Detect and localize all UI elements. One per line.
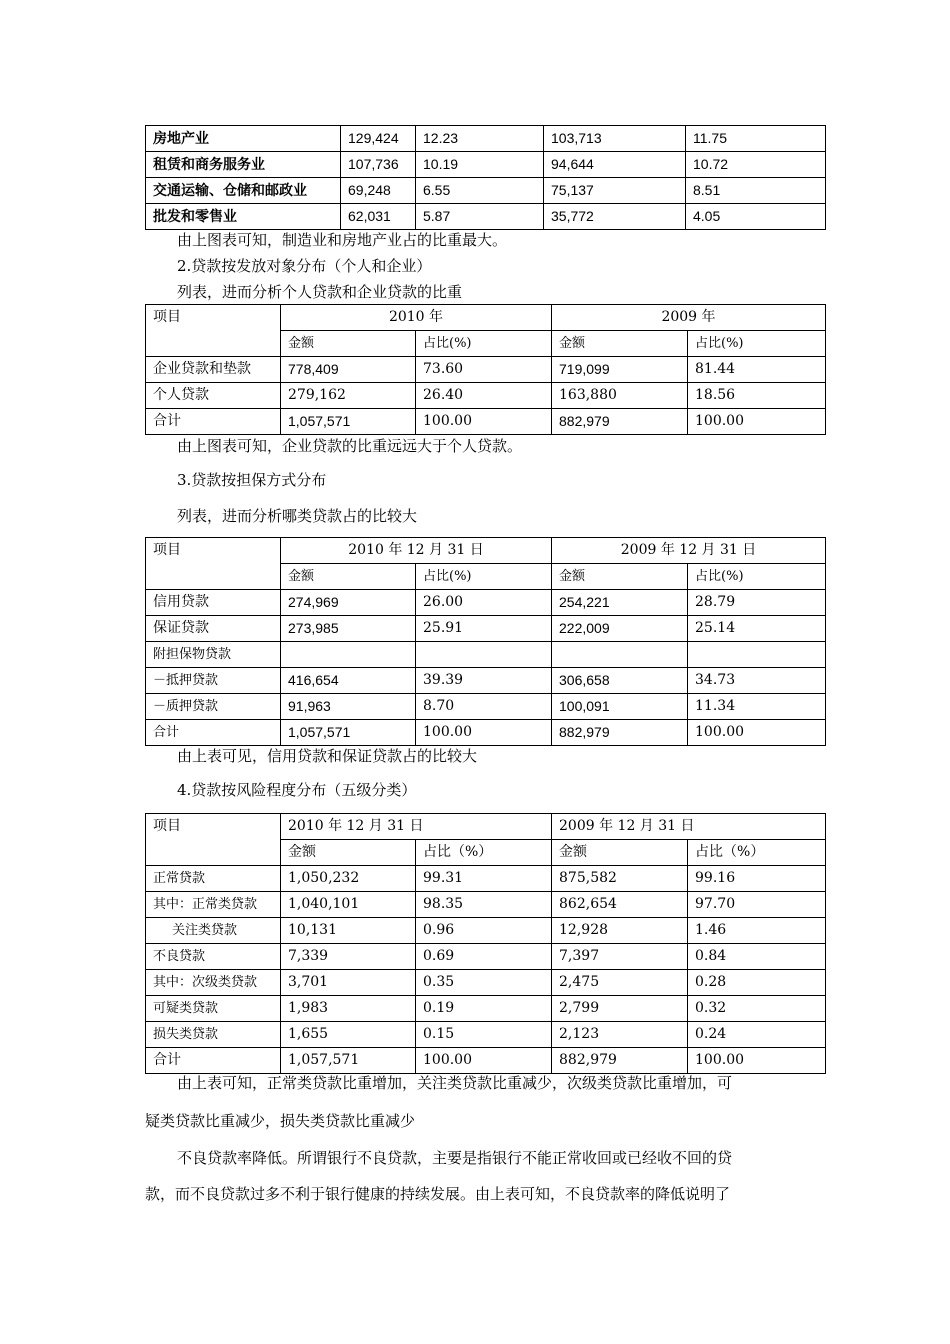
table-header-row: [146, 305, 826, 331]
header-year-2009: 2009 年 12 月 31 日: [552, 814, 826, 840]
amount-2010: 107,736: [341, 152, 416, 178]
amount-2010: 62,031: [341, 204, 416, 230]
table-row: [146, 918, 826, 944]
row-label: 可疑类贷款: [146, 996, 281, 1022]
amount-2009: 306,658: [552, 668, 688, 694]
table-row: [146, 944, 826, 970]
table-row: [146, 996, 826, 1022]
amount-2009: 35,772: [544, 204, 686, 230]
ratio-2010: 0.69: [416, 944, 552, 970]
ratio-2010: 6.55: [416, 178, 544, 204]
table-row: [146, 357, 826, 383]
amount-2009: 222,009: [552, 616, 688, 642]
ratio-2009: 100.00: [688, 1048, 826, 1074]
amount-2010: 1,655: [281, 1022, 416, 1048]
row-label: 其中：次级类贷款: [146, 970, 281, 996]
paragraph: 列表，进而分析哪类贷款占的比较大: [177, 507, 418, 525]
ratio-2010: 99.31: [416, 866, 552, 892]
amount-2009: 254,221: [552, 590, 688, 616]
ratio-2009: 8.51: [686, 178, 826, 204]
table-row: [146, 616, 826, 642]
ratio-2010: 73.60: [416, 357, 552, 383]
row-label: －抵押贷款: [146, 668, 281, 694]
amount-2009: 2,123: [552, 1022, 688, 1048]
ratio-2010: 98.35: [416, 892, 552, 918]
amount-2009: 103,713: [544, 126, 686, 152]
table-row: [146, 1048, 826, 1074]
amount-2010: 3,701: [281, 970, 416, 996]
header-ratio: 占比(%): [416, 564, 552, 590]
ratio-2009: [688, 642, 826, 668]
amount-2010: 1,040,101: [281, 892, 416, 918]
table-row: [146, 204, 826, 230]
table-row: [146, 668, 826, 694]
row-label: 信用贷款: [146, 590, 281, 616]
section-heading: 2.贷款按发放对象分布（个人和企业）: [177, 257, 432, 275]
ratio-2010: 5.87: [416, 204, 544, 230]
amount-2009: 163,880: [552, 383, 688, 409]
ratio-2009: 1.46: [688, 918, 826, 944]
ratio-2009: 81.44: [688, 357, 826, 383]
ratio-2010: 0.35: [416, 970, 552, 996]
table-row: [146, 720, 826, 746]
table-row: [146, 383, 826, 409]
ratio-2009: 0.24: [688, 1022, 826, 1048]
ratio-2009: 34.73: [688, 668, 826, 694]
amount-2010: 10,131: [281, 918, 416, 944]
ratio-2010: 0.15: [416, 1022, 552, 1048]
row-label: 其中：正常类贷款: [146, 892, 281, 918]
ratio-2009: 0.32: [688, 996, 826, 1022]
amount-2009: [552, 642, 688, 668]
table-header-row: [146, 538, 826, 564]
amount-2009: 2,799: [552, 996, 688, 1022]
amount-2009: 882,979: [552, 409, 688, 435]
ratio-2009: 99.16: [688, 866, 826, 892]
ratio-2009: 10.72: [686, 152, 826, 178]
industry-name: 房地产业: [146, 126, 341, 152]
ratio-2009: 97.70: [688, 892, 826, 918]
amount-2009: 2,475: [552, 970, 688, 996]
header-amount: 金额: [281, 840, 416, 866]
header-amount: 金额: [281, 564, 416, 590]
header-item: 项目: [146, 305, 281, 357]
amount-2010: 69,248: [341, 178, 416, 204]
header-amount: 金额: [552, 564, 688, 590]
ratio-2010: 12.23: [416, 126, 544, 152]
industry-name: 批发和零售业: [146, 204, 341, 230]
amount-2010: 129,424: [341, 126, 416, 152]
ratio-2010: 10.19: [416, 152, 544, 178]
table-row: [146, 970, 826, 996]
ratio-2009: 28.79: [688, 590, 826, 616]
ratio-2010: 0.96: [416, 918, 552, 944]
ratio-2010: 26.00: [416, 590, 552, 616]
row-label: 合计: [146, 720, 281, 746]
amount-2009: 94,644: [544, 152, 686, 178]
row-label: －质押贷款: [146, 694, 281, 720]
header-year-2009: 2009 年 12 月 31 日: [552, 538, 826, 564]
amount-2010: 273,985: [281, 616, 416, 642]
paragraph: 由上图表可知，制造业和房地产业占的比重最大。: [177, 231, 508, 249]
ratio-2010: 25.91: [416, 616, 552, 642]
paragraph: 由上表可见，信用贷款和保证贷款占的比较大: [177, 747, 478, 765]
amount-2010: 1,057,571: [281, 1048, 416, 1074]
paragraph: 列表，进而分析个人贷款和企业贷款的比重: [177, 283, 463, 301]
ratio-2010: [416, 642, 552, 668]
row-label: 附担保物贷款: [146, 642, 281, 668]
paragraph: 款，而不良贷款过多不利于银行健康的持续发展。由上表可知，不良贷款率的降低说明了: [145, 1185, 731, 1203]
table-row: [146, 866, 826, 892]
row-label: 关注类贷款: [146, 918, 281, 944]
row-label: 企业贷款和垫款: [146, 357, 281, 383]
header-amount: 金额: [281, 331, 416, 357]
header-item: 项目: [146, 538, 281, 590]
amount-2009: 100,091: [552, 694, 688, 720]
section-heading: 4.贷款按风险程度分布（五级分类）: [177, 781, 417, 799]
risk-classification-table: [145, 813, 826, 1074]
ratio-2009: 0.28: [688, 970, 826, 996]
industry-loan-table: [145, 125, 826, 230]
ratio-2010: 26.40: [416, 383, 552, 409]
table-row: [146, 126, 826, 152]
row-label: 不良贷款: [146, 944, 281, 970]
amount-2010: 7,339: [281, 944, 416, 970]
amount-2009: 75,137: [544, 178, 686, 204]
ratio-2010: 8.70: [416, 694, 552, 720]
row-label: 个人贷款: [146, 383, 281, 409]
row-label: 损失类贷款: [146, 1022, 281, 1048]
borrower-type-table: [145, 304, 826, 435]
ratio-2009: 100.00: [688, 720, 826, 746]
table-row: [146, 590, 826, 616]
row-label: 合计: [146, 409, 281, 435]
table-row: [146, 409, 826, 435]
header-amount: 金额: [552, 840, 688, 866]
header-ratio: 占比（%）: [416, 840, 552, 866]
industry-name: 交通运输、仓储和邮政业: [146, 178, 341, 204]
ratio-2010: 0.19: [416, 996, 552, 1022]
amount-2010: 1,050,232: [281, 866, 416, 892]
amount-2010: 279,162: [281, 383, 416, 409]
table-header-row: [146, 814, 826, 840]
amount-2009: 875,582: [552, 866, 688, 892]
ratio-2009: 4.05: [686, 204, 826, 230]
amount-2010: 274,969: [281, 590, 416, 616]
amount-2010: 91,963: [281, 694, 416, 720]
ratio-2010: 39.39: [416, 668, 552, 694]
header-ratio: 占比(%): [416, 331, 552, 357]
header-ratio: 占比(%): [688, 564, 826, 590]
amount-2010: 416,654: [281, 668, 416, 694]
industry-name: 租赁和商务服务业: [146, 152, 341, 178]
table-row: [146, 1022, 826, 1048]
ratio-2009: 100.00: [688, 409, 826, 435]
row-label: 正常贷款: [146, 866, 281, 892]
amount-2010: 1,983: [281, 996, 416, 1022]
header-ratio: 占比（%）: [688, 840, 826, 866]
amount-2009: 719,099: [552, 357, 688, 383]
paragraph: 由上表可知，正常类贷款比重增加，关注类贷款比重减少，次级类贷款比重增加，可: [177, 1074, 733, 1092]
ratio-2009: 11.34: [688, 694, 826, 720]
table-row: [146, 178, 826, 204]
header-year-2010: 2010 年: [281, 305, 552, 331]
amount-2009: 12,928: [552, 918, 688, 944]
ratio-2010: 100.00: [416, 720, 552, 746]
ratio-2009: 18.56: [688, 383, 826, 409]
header-year-2010: 2010 年 12 月 31 日: [281, 814, 552, 840]
amount-2010: 1,057,571: [281, 720, 416, 746]
amount-2010: 1,057,571: [281, 409, 416, 435]
row-label: 保证贷款: [146, 616, 281, 642]
row-label: 合计: [146, 1048, 281, 1074]
header-ratio: 占比(%): [688, 331, 826, 357]
table-row: [146, 694, 826, 720]
ratio-2009: 0.84: [688, 944, 826, 970]
section-heading: 3.贷款按担保方式分布: [177, 471, 327, 489]
ratio-2009: 25.14: [688, 616, 826, 642]
amount-2009: 7,397: [552, 944, 688, 970]
paragraph: 不良贷款率降低。所谓银行不良贷款，主要是指银行不能正常收回或已经收不回的贷: [177, 1149, 733, 1167]
amount-2010: [281, 642, 416, 668]
header-item: 项目: [146, 814, 281, 866]
ratio-2010: 100.00: [416, 409, 552, 435]
header-amount: 金额: [552, 331, 688, 357]
amount-2009: 882,979: [552, 720, 688, 746]
amount-2010: 778,409: [281, 357, 416, 383]
amount-2009: 882,979: [552, 1048, 688, 1074]
amount-2009: 862,654: [552, 892, 688, 918]
guarantee-type-table: [145, 537, 826, 746]
table-row: [146, 152, 826, 178]
paragraph: 疑类贷款比重减少，损失类贷款比重减少: [145, 1112, 416, 1130]
header-year-2010: 2010 年 12 月 31 日: [281, 538, 552, 564]
ratio-2010: 100.00: [416, 1048, 552, 1074]
table-row: [146, 892, 826, 918]
ratio-2009: 11.75: [686, 126, 826, 152]
paragraph: 由上图表可知，企业贷款的比重远远大于个人贷款。: [177, 437, 523, 455]
header-year-2009: 2009 年: [552, 305, 826, 331]
table-row: [146, 642, 826, 668]
